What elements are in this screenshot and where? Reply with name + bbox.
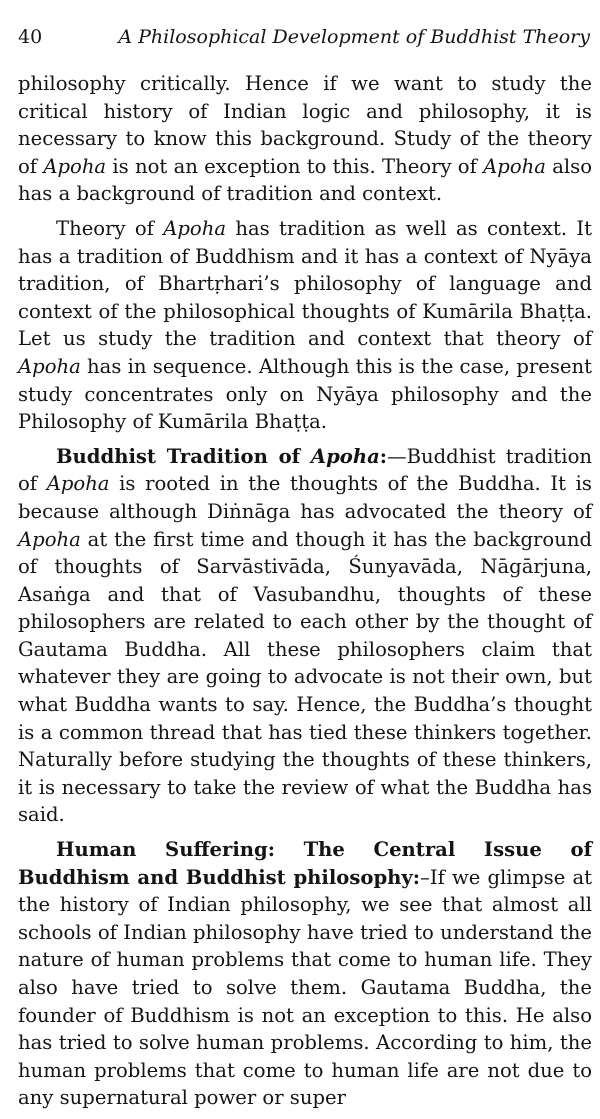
section-heading: Human Suffering: The Central Issue of Buddhism and Buddhist philosophy: xyxy=(18,838,592,889)
term-apoha: Apoha xyxy=(18,354,81,378)
section-heading-colon: : xyxy=(379,444,388,468)
section-heading-term: Apoha xyxy=(310,444,380,468)
term-apoha: Apoha xyxy=(483,154,546,178)
section-heading: Buddhist Tradition of xyxy=(56,444,311,468)
term-apoha: Apoha xyxy=(43,154,107,178)
text-segment: —Buddhist tradition of xyxy=(18,444,592,496)
text-segment: also has a background of tradition and context. xyxy=(18,154,592,206)
paragraph-4 xyxy=(18,836,592,1112)
body-text xyxy=(18,70,592,1119)
text-segment: –If we glimpse at the history of Indian philosophy, we see that almost all schools of Indian philosophy have tried to understand the nature of human problems that come to human life. They also have tried to solve them. Gautama Buddha, the founder of Buddhism is not an exception to this. He also has tried to solve human problems. According to him, the human problems that come to human life are not due to any supernatural power or super xyxy=(18,865,592,1110)
term-apoha: Apoha xyxy=(18,527,81,551)
page-header xyxy=(18,26,590,56)
term-apoha: Apoha xyxy=(163,216,227,240)
term-apoha: Apoha xyxy=(46,472,110,496)
page-number: 40 xyxy=(18,26,43,48)
paragraph-1 xyxy=(18,70,592,208)
text-segment: has tradition as well as context. It has a tradition of Buddhism and it has a context of Nyāya tradition, of Bhartṛhari’s philosophy of language and context of the philosophical thoughts of Kumārila Bhaṭṭa. Let us study the tradition and context that theory of xyxy=(18,216,592,351)
text-segment: Theory of xyxy=(56,216,164,240)
text-segment: is not an exception to this. Theory of xyxy=(106,154,484,178)
paragraph-3 xyxy=(18,443,592,829)
running-title: A Philosophical Development of Buddhist Theory xyxy=(118,26,590,48)
text-segment: is rooted in the thoughts of the Buddha. It is because although Diṅnāga has advocated the theory of xyxy=(18,472,592,523)
paragraph-2 xyxy=(18,215,592,436)
text-segment: philosophy critically. Hence if we want to study the critical history of Indian logic and philosophy, it is necessary to know this background. Study of the theory of xyxy=(18,72,592,178)
text-segment: has in sequence. Although this is the case, present study concentrates only on Nyāya philosophy and the Philosophy of Kumārila Bhaṭṭa. xyxy=(18,354,592,434)
text-segment: at the first time and though it has the background of thoughts of Sarvāstivāda, Śunyavāda, Nāgārjuna, Asaṅga and that of Vasubandhu, thoughts of these philosophers are related to each other by the thought of Gautama Buddha. All these philosophers claim that whatever they are going to advocate is not their own, but what Buddha wants to say. Hence, the Buddha’s thought is a common thread that has tied these thinkers together. Naturally before studying the thoughts of these thinkers, it is necessary to take the review of what the Buddha has said. xyxy=(18,527,592,827)
